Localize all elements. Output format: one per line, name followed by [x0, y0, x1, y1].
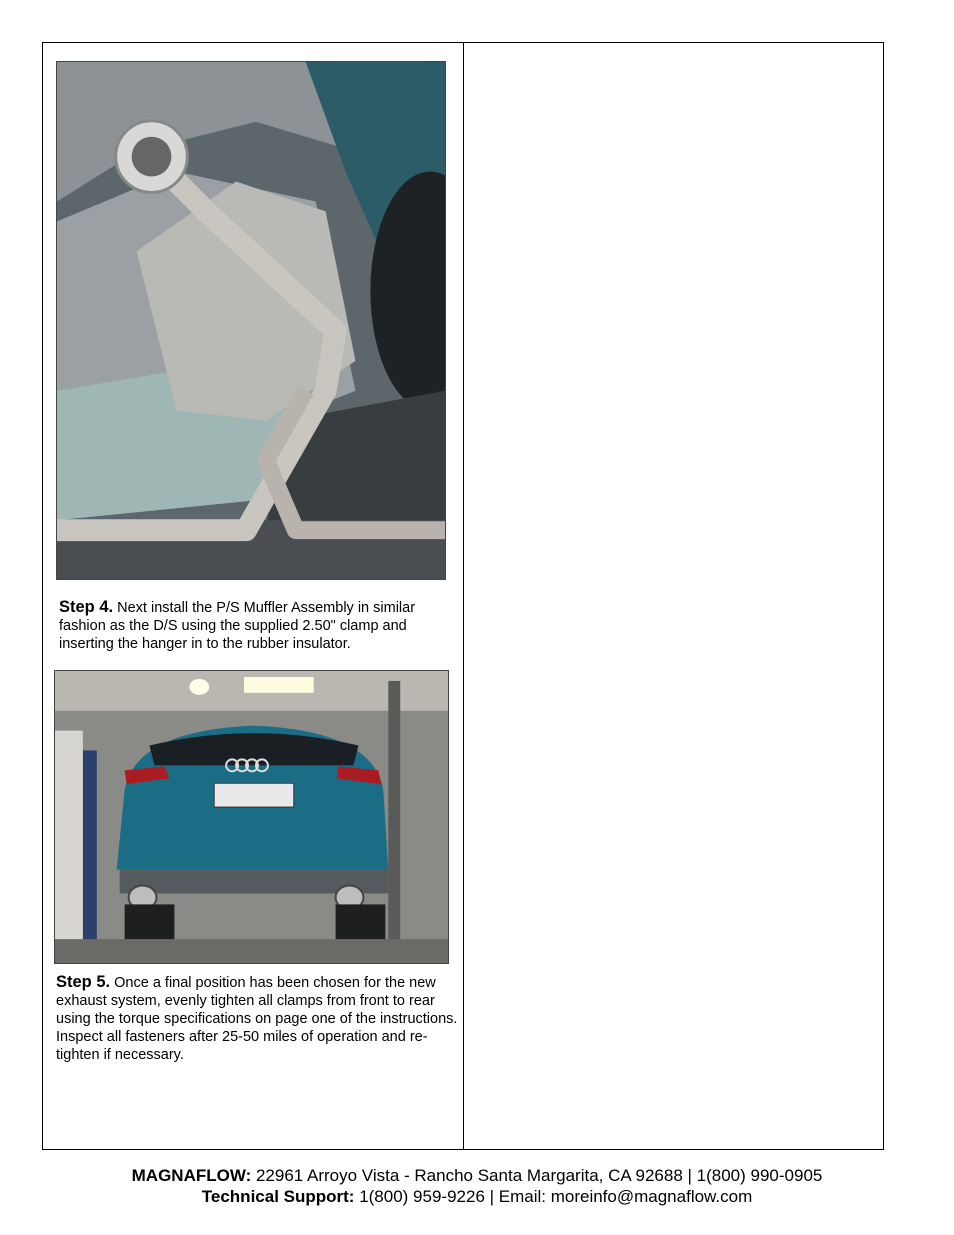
photo-rear-vehicle [54, 670, 449, 964]
photo-underside-exhaust [56, 61, 446, 580]
column-divider [463, 42, 464, 1150]
step-5-label: Step 5. [56, 973, 111, 991]
footer-company-label: MAGNAFLOW: [131, 1166, 252, 1185]
footer-support-label: Technical Support: [201, 1187, 355, 1206]
step-4-body: Next install the P/S Muffler Assembly in similar fashion as the D/S using the supplied 2.50" clamp and inserting the hanger in to the rubber insulator. [59, 600, 416, 652]
step-5-text [56, 973, 458, 1064]
step-4-text [59, 598, 459, 653]
footer-company-address: 22961 Arroyo Vista - Rancho Santa Margarita, CA 92688 | 1(800) 990-0905 [251, 1166, 823, 1185]
step-4-label: Step 4. [59, 598, 114, 616]
footer-support-line [0, 1186, 954, 1207]
footer-support-contact: 1(800) 959-9226 | Email: moreinfo@magnaflow.com [354, 1187, 753, 1206]
step-5-body: Once a final position has been chosen for the new exhaust system, evenly tighten all clamps from front to rear using the torque specifications on page one of the instructions. Inspect all fasteners after 25-50 miles of operation and re-tighten if necessary. [56, 975, 458, 1063]
page-footer [0, 1165, 954, 1207]
footer-address-line [0, 1165, 954, 1186]
